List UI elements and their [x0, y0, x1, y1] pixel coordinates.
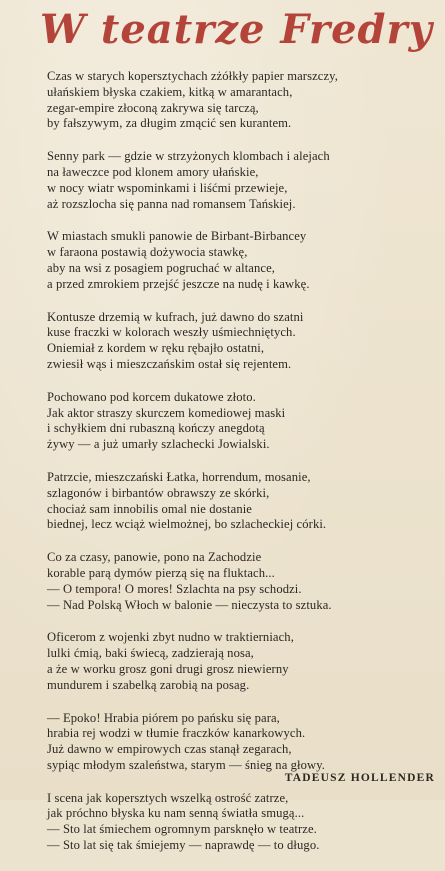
poem-line: sypiąc młodym szaleństwa, starym — śnieg na głowy. — [47, 757, 326, 772]
poem-line: i schyłkiem dni rubaszną kończy anegdotą — [47, 421, 265, 436]
poem-line: lulki ćmią, baki świecą, zadzierają nosa, — [47, 646, 254, 661]
poem-line: Co za czasy, panowie, pono na Zachodzie — [47, 550, 262, 565]
poem-line: aż rozszlocha się panna nad romansem Tańskiej. — [47, 196, 296, 211]
poem-line: na ławeczce pod klonem amory ułańskie, — [47, 164, 259, 179]
poem-line: w faraona postawią dożywocia stawkę, — [47, 245, 248, 260]
stanza — [47, 791, 439, 854]
stanza — [47, 310, 439, 373]
poem-line: Już dawno w empirowych czas stanął zegarach, — [47, 742, 292, 757]
poem-line: kuse fraczki w kolorach weszły uśmiechniętych. — [47, 325, 296, 340]
poem-line: mundurem i szabelką zarobią na posag. — [47, 677, 250, 692]
stanza — [47, 229, 439, 292]
poem-line: Pochowano pod korcem dukatowe złoto. — [47, 389, 256, 404]
poem-line: chociaż sam innobilis omal nie dostanie — [47, 501, 252, 516]
poem-line: Jak aktor straszy skurczem komediowej maski — [47, 405, 286, 420]
poem-line: Senny park — gdzie w strzyżonych klombach i alejach — [47, 149, 330, 164]
poem-line: I scena jak kopersztych wszelką ostrość zatrze, — [47, 790, 289, 805]
poem-line: Patrzcie, mieszczański Łatka, horrendum, mosanie, — [47, 469, 311, 484]
stanza — [47, 149, 439, 212]
author-signature: TADEUSZ HOLLENDER — [284, 772, 435, 784]
poem-line: żywy — a już umarły szlachecki Jowialski. — [47, 437, 270, 452]
stanza — [47, 550, 439, 613]
poem-line: — Nad Polską Włoch w balonie — nieczysta to sztuka. — [47, 597, 332, 612]
poem-line: szlagonów i birbantów obrawszy ze skórki, — [47, 485, 270, 500]
poem-line: a przed zmrokiem przejść jeszcze na nudę i kawkę. — [47, 276, 310, 291]
poem-line: — Epoko! Hrabia piórem po pańsku się para, — [47, 710, 280, 725]
stanza — [47, 630, 439, 693]
poem-line: Czas w starych kopersztychach zżółkły papier marszczy, — [47, 69, 338, 83]
poem-body — [47, 69, 439, 871]
stanza — [47, 390, 439, 453]
stanza — [47, 711, 439, 774]
poem-line: — Sto lat śmiechem ogromnym parsknęło w teatrze. — [47, 822, 317, 837]
poem-line: biednej, lecz wciąż wielmożnej, bo szlacheckiej córki. — [47, 517, 327, 532]
poem-line: Kontusze drzemią w kufrach, już dawno do szatni — [47, 309, 304, 324]
poem-line: hrabia rej wodzi w tłumie fraczków kanarkowych. — [47, 726, 306, 741]
poem-line: jak próchno błyska ku nam senną światła smugą... — [47, 806, 305, 821]
poem-line: w nocy wiatr wspominkami i liśćmi przewieje, — [47, 180, 288, 195]
poem-line: zwiesił wąs i mieszczańskim ostał się rejentem. — [47, 356, 292, 371]
poem-line: W miastach smukli panowie de Birbant-Birbancey — [47, 229, 307, 244]
poem-line: — Sto lat się tak śmiejemy — naprawdę — to długo. — [47, 838, 320, 853]
poem-line: Oficerom z wojenki zbyt nudno w traktierniach, — [47, 630, 294, 645]
poem-title: W teatrze Fredry — [40, 6, 433, 53]
stanza — [47, 470, 439, 533]
poem-line: by fałszywym, za długim zmącić sen kurantem. — [47, 116, 292, 131]
stanza — [47, 69, 439, 132]
poem-line: — O tempora! O mores! Szlachta na psy schodzi. — [47, 581, 302, 596]
poem-line: ułańskiem błyska czakiem, kitką w amarantach, — [47, 84, 293, 99]
poem-line: korable parą dymów pierzą się na fluktach... — [47, 565, 275, 580]
poem-line: aby na wsi z posagiem pogruchać w altance, — [47, 260, 276, 275]
poem-line: Oniemiał z kordem w ręku rębajło ostatni, — [47, 341, 265, 356]
poem-line: zegar-empire złoconą zakrywa się tarczą, — [47, 100, 259, 115]
poem-line: a że w worku grosz goni drugi grosz niewierny — [47, 661, 289, 676]
